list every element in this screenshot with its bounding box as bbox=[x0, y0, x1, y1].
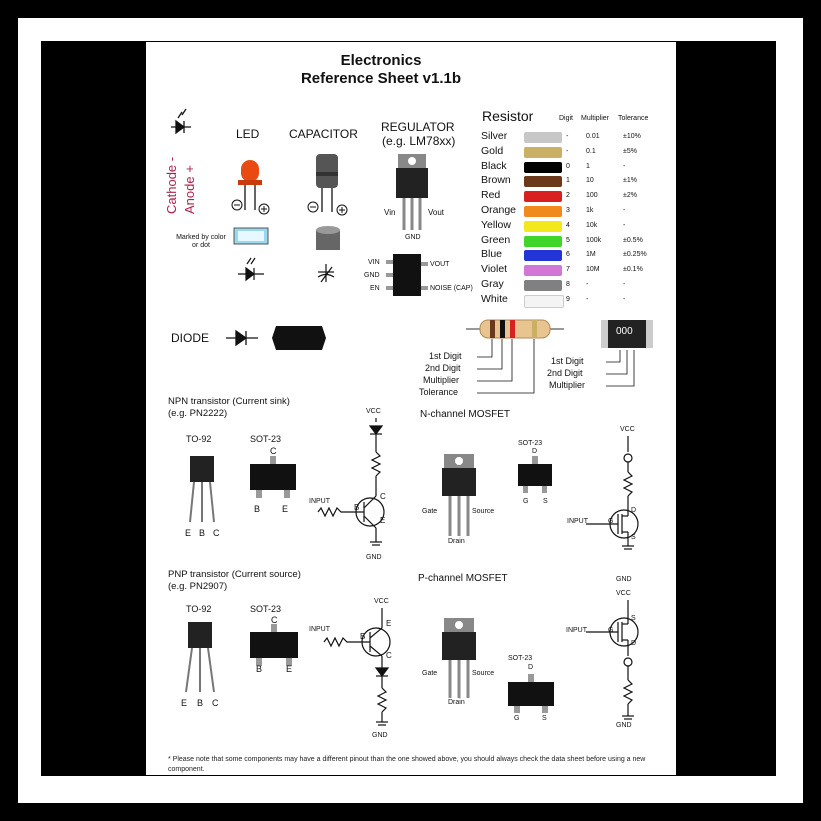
header-multiplier: Multiplier bbox=[581, 115, 610, 122]
pnp-c-label: C bbox=[386, 651, 392, 660]
digit-value: 8 bbox=[566, 281, 570, 288]
pmos-g-label: G bbox=[608, 627, 614, 634]
pmos-sot23-icon bbox=[508, 674, 554, 713]
pnp-sot23-icon bbox=[250, 624, 298, 666]
digit-value: 2 bbox=[566, 192, 570, 200]
npn-sot-c: C bbox=[270, 446, 277, 456]
resistor-title: Resistor bbox=[482, 108, 534, 124]
band-multiplier-label: Multiplier bbox=[423, 375, 460, 385]
regulator-gnd-label: GND bbox=[405, 234, 421, 241]
resistor-row-white bbox=[481, 293, 661, 308]
tolerance-value: ±5% bbox=[623, 147, 637, 155]
multiplier-value: 100 bbox=[586, 192, 598, 200]
resistor-body-icon bbox=[466, 320, 564, 338]
pmos-vcc-label: VCC bbox=[616, 590, 631, 597]
nmos-sot-d: D bbox=[532, 448, 538, 455]
digit-value: 6 bbox=[566, 251, 570, 259]
npn-e-label: E bbox=[380, 516, 386, 525]
color-name: Orange bbox=[481, 204, 517, 216]
nmos-sot23-icon bbox=[518, 456, 552, 493]
multiplier-value: 10M bbox=[586, 266, 600, 274]
resistor-row-brown bbox=[481, 174, 661, 189]
smd-first-label: 1st Digit bbox=[551, 356, 584, 366]
color-swatch bbox=[524, 191, 562, 202]
npn-pin-e: E bbox=[185, 528, 192, 538]
pnp-pin-b: B bbox=[197, 698, 204, 708]
npn-gnd-label: GND bbox=[366, 554, 382, 561]
pnp-sot-b: B bbox=[256, 664, 263, 674]
nmos-title: N-channel MOSFET bbox=[420, 409, 511, 420]
resistor-row-red bbox=[481, 189, 661, 204]
nmos-g-label: G bbox=[608, 518, 614, 525]
multiplier-value: 1M bbox=[586, 251, 596, 259]
sheet-title-line2: Reference Sheet v1.1b bbox=[300, 70, 462, 87]
capacitor-label: CAPACITOR bbox=[289, 127, 358, 141]
color-name: Yellow bbox=[481, 218, 511, 231]
tolerance-value: ±0.25% bbox=[623, 251, 647, 259]
pnp-e-label: E bbox=[386, 619, 392, 628]
npn-vcc-label: VCC bbox=[366, 408, 381, 415]
digit-value: 3 bbox=[566, 207, 570, 214]
tolerance-value: ±1% bbox=[623, 177, 637, 185]
color-name: Violet bbox=[481, 263, 508, 276]
pnp-example: (e.g. PN2907) bbox=[168, 581, 228, 592]
color-swatch bbox=[524, 162, 562, 173]
pmos-gnd-label: GND bbox=[616, 722, 632, 729]
smd-gnd-label: GND bbox=[364, 272, 380, 279]
color-swatch bbox=[524, 147, 562, 158]
capacitor-component-icon bbox=[308, 154, 347, 215]
pmos-d-label: D bbox=[631, 640, 637, 647]
regulator-title: REGULATOR bbox=[381, 120, 455, 134]
nmos-drain-label: Drain bbox=[448, 538, 465, 545]
tolerance-value: - bbox=[623, 281, 626, 288]
color-name: Gray bbox=[481, 278, 504, 290]
band-second-label: 2nd Digit bbox=[425, 363, 461, 373]
resistor-band-pointers bbox=[477, 339, 534, 393]
regulator-to220-icon bbox=[396, 154, 428, 230]
pnp-pin-e: E bbox=[181, 698, 188, 708]
multiplier-value: 1k bbox=[586, 207, 594, 214]
color-name: Black bbox=[481, 159, 507, 172]
tolerance-value: ±0.5% bbox=[623, 236, 643, 244]
diode-smd-icon bbox=[272, 326, 326, 350]
multiplier-value: 10k bbox=[586, 221, 598, 229]
npn-to92-label: TO-92 bbox=[186, 434, 212, 444]
npn-b-label: B bbox=[354, 503, 360, 512]
resistor-row-black bbox=[481, 160, 661, 175]
smd-capacitor-icon bbox=[316, 226, 340, 250]
npn-sot-e: E bbox=[282, 504, 289, 514]
color-swatch bbox=[524, 250, 562, 261]
digit-value: 0 bbox=[566, 162, 570, 170]
pmos-input-label: INPUT bbox=[566, 627, 587, 634]
color-name: Green bbox=[481, 233, 511, 246]
diode-symbol-icon bbox=[226, 331, 258, 345]
pmos-gate-label: Gate bbox=[422, 670, 438, 677]
pmos-sot-d: D bbox=[528, 664, 534, 671]
color-swatch bbox=[524, 280, 562, 291]
npn-sot23-icon bbox=[250, 456, 296, 498]
nmos-source-label: Source bbox=[472, 508, 495, 515]
resistor-row-violet bbox=[481, 263, 661, 278]
npn-title: NPN transistor (Current sink) bbox=[168, 396, 290, 407]
smd-resistor-pointers bbox=[606, 350, 634, 386]
pnp-gnd-label: GND bbox=[372, 732, 388, 739]
regulator-vin-label: Vin bbox=[384, 208, 396, 217]
sheet-title-line1: Electronics bbox=[340, 52, 422, 69]
color-swatch bbox=[524, 265, 562, 276]
color-swatch bbox=[524, 176, 562, 187]
pmos-drain-label: Drain bbox=[448, 699, 465, 706]
nmos-sot23-label: SOT-23 bbox=[518, 440, 543, 447]
npn-c-label: C bbox=[380, 492, 386, 501]
resistor-row-gold bbox=[481, 145, 661, 160]
npn-pin-c: C bbox=[213, 528, 220, 538]
digit-value: - bbox=[566, 133, 569, 140]
led-component-icon bbox=[232, 160, 269, 214]
pnp-b-label: B bbox=[360, 632, 366, 641]
nmos-to220-icon bbox=[442, 454, 476, 536]
smd-multiplier-label: Multiplier bbox=[549, 380, 586, 390]
led-symbol-small-icon bbox=[238, 258, 264, 280]
header-tolerance: Tolerance bbox=[618, 115, 649, 122]
pmos-title: P-channel MOSFET bbox=[418, 573, 508, 584]
led-symbol-icon bbox=[171, 109, 191, 133]
smd-vout-label: VOUT bbox=[430, 261, 450, 268]
pnp-to92-icon bbox=[186, 622, 214, 692]
nmos-vcc-label: VCC bbox=[620, 426, 635, 433]
anode-label: Anode + bbox=[182, 165, 197, 214]
regulator-example: (e.g. LM78xx) bbox=[382, 134, 456, 148]
npn-input-label: INPUT bbox=[309, 498, 330, 505]
smd-resistor-code: 000 bbox=[616, 326, 633, 337]
digit-value: - bbox=[566, 147, 569, 155]
marked-by-label: Marked by color or dot bbox=[176, 234, 226, 249]
color-name: Silver bbox=[481, 130, 508, 142]
pmos-source-label: Source bbox=[472, 670, 495, 677]
header-digit: Digit bbox=[559, 115, 574, 122]
multiplier-value: 0.1 bbox=[586, 147, 596, 155]
pnp-input-label: INPUT bbox=[309, 626, 330, 633]
smd-noise-label: NOISE (CAP) bbox=[430, 285, 473, 292]
capacitor-symbol-icon bbox=[318, 264, 334, 282]
smd-en-label: EN bbox=[370, 285, 380, 292]
pmos-sot-s: S bbox=[542, 715, 547, 722]
multiplier-value: 1 bbox=[586, 162, 590, 170]
npn-circuit-icon bbox=[318, 418, 384, 545]
tolerance-value: ±10% bbox=[623, 133, 641, 140]
multiplier-value: 0.01 bbox=[586, 133, 600, 140]
npn-example: (e.g. PN2222) bbox=[168, 408, 228, 419]
smd-vin-label: VIN bbox=[368, 259, 380, 266]
digit-value: 7 bbox=[566, 266, 570, 274]
nmos-d-label: D bbox=[631, 507, 637, 514]
nmos-gate-label: Gate bbox=[422, 508, 438, 515]
pnp-title: PNP transistor (Current source) bbox=[168, 569, 301, 580]
color-name: Brown bbox=[481, 174, 511, 187]
color-name: Gold bbox=[481, 144, 504, 157]
pmos-to220-icon bbox=[442, 618, 476, 698]
pnp-pin-c: C bbox=[212, 698, 219, 708]
nmos-gnd-label: GND bbox=[616, 576, 632, 583]
nmos-s-label: S bbox=[631, 534, 636, 541]
npn-sot-b: B bbox=[254, 504, 261, 514]
pnp-sot23-label: SOT-23 bbox=[250, 604, 282, 614]
cathode-label: Cathode - bbox=[164, 156, 179, 214]
multiplier-value: 10 bbox=[586, 177, 594, 185]
digit-value: 4 bbox=[566, 221, 570, 229]
diode-label: DIODE bbox=[171, 331, 210, 345]
resistor-row-orange bbox=[481, 204, 661, 219]
smd-regulator-icon bbox=[386, 254, 428, 296]
digit-value: 5 bbox=[566, 236, 570, 244]
multiplier-value: - bbox=[586, 295, 589, 303]
band-first-label: 1st Digit bbox=[429, 351, 462, 361]
tolerance-value: - bbox=[623, 221, 626, 229]
resistor-row-green bbox=[481, 234, 661, 249]
color-swatch bbox=[524, 221, 562, 232]
pnp-sot-c: C bbox=[271, 615, 278, 625]
nmos-circuit-icon bbox=[586, 436, 638, 549]
multiplier-value: 100k bbox=[586, 236, 602, 244]
smd-led-icon bbox=[234, 228, 268, 244]
tolerance-value: ±0.1% bbox=[623, 266, 643, 274]
color-name: Blue bbox=[481, 248, 503, 261]
npn-sot23-label: SOT-23 bbox=[250, 434, 282, 444]
smd-second-label: 2nd Digit bbox=[547, 368, 583, 378]
regulator-vout-label: Vout bbox=[428, 208, 445, 217]
color-swatch bbox=[524, 206, 562, 217]
pmos-s-label: S bbox=[631, 615, 636, 622]
pnp-sot-e: E bbox=[286, 664, 293, 674]
resistor-row-yellow bbox=[481, 219, 661, 234]
color-swatch bbox=[524, 132, 562, 143]
nmos-input-label: INPUT bbox=[567, 518, 588, 525]
tolerance-value: - bbox=[623, 295, 626, 303]
npn-to92-icon bbox=[190, 456, 214, 522]
pmos-sot-g: G bbox=[514, 715, 520, 722]
resistor-row-blue bbox=[481, 248, 661, 263]
multiplier-value: - bbox=[586, 281, 589, 288]
pnp-circuit-icon bbox=[324, 608, 390, 725]
color-name: Red bbox=[481, 189, 501, 202]
nmos-sot-s: S bbox=[543, 498, 548, 505]
color-swatch bbox=[524, 236, 562, 247]
pnp-to92-label: TO-92 bbox=[186, 604, 212, 614]
pnp-vcc-label: VCC bbox=[374, 598, 389, 605]
color-name: White bbox=[481, 292, 508, 305]
footnote: * Please note that some components may have a different pinout than the one showed above, you should always check the data sheet before using a new component. bbox=[168, 756, 646, 773]
digit-value: 9 bbox=[566, 295, 570, 303]
pmos-sot23-label: SOT-23 bbox=[508, 655, 533, 662]
digit-value: 1 bbox=[566, 177, 570, 185]
led-label: LED bbox=[236, 127, 260, 141]
resistor-row-gray bbox=[481, 278, 661, 293]
tolerance-value: ±2% bbox=[623, 192, 637, 200]
npn-pin-b: B bbox=[199, 528, 206, 538]
color-swatch bbox=[524, 295, 564, 308]
resistor-row-silver bbox=[481, 130, 661, 145]
band-tolerance-label: Tolerance bbox=[419, 387, 459, 397]
tolerance-value: - bbox=[623, 207, 626, 214]
tolerance-value: - bbox=[623, 162, 626, 170]
reference-sheet bbox=[146, 42, 676, 775]
nmos-sot-g: G bbox=[523, 498, 529, 505]
